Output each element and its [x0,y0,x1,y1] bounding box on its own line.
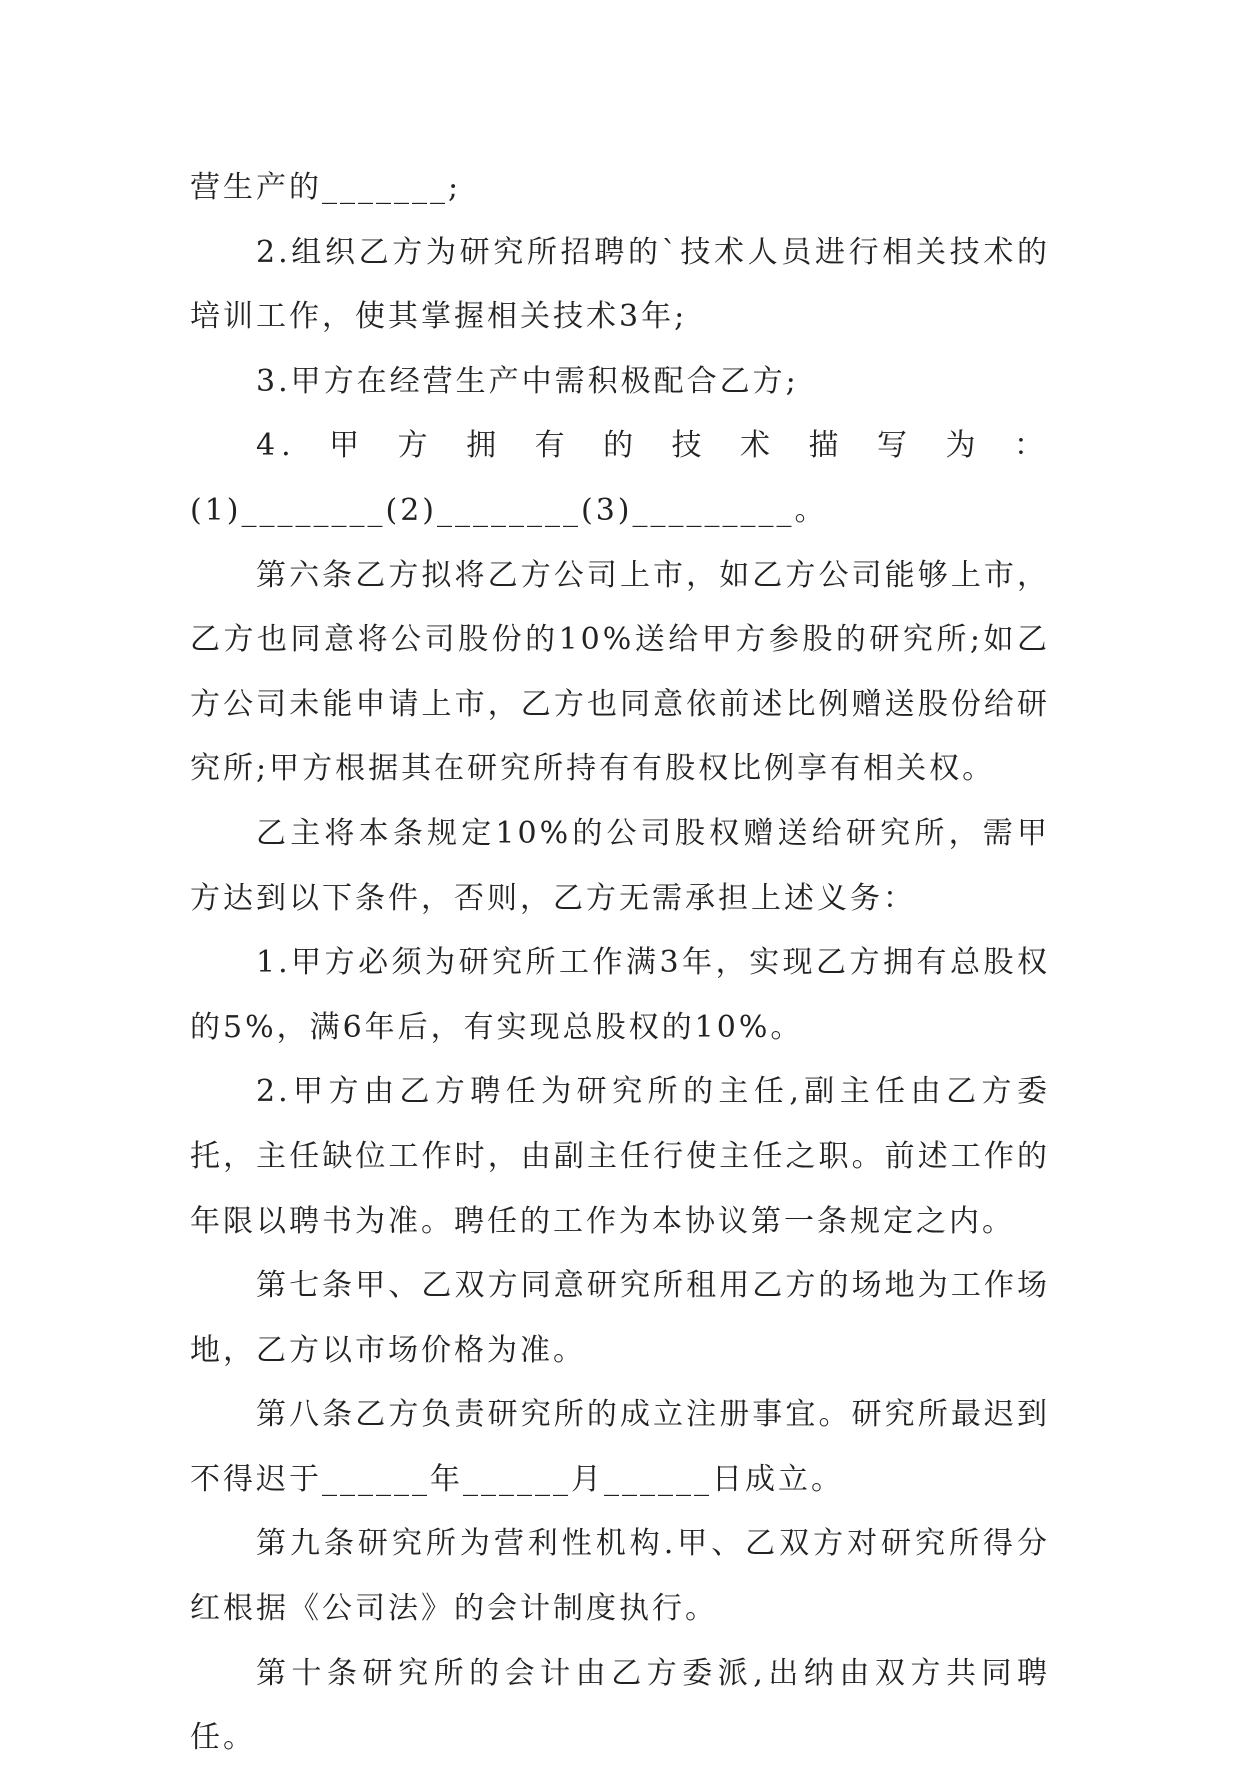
paragraph-article-9: 第九条研究所为营利性机构.甲、乙双方对研究所得分红根据《公司法》的会计制度执行。 [190,1526,1050,1627]
paragraph-article-10: 第十条研究所的会计由乙方委派,出纳由双方共同聘任。 [190,1655,1050,1756]
paragraph-condition-2: 2.甲方由乙方聘任为研究所的主任,副主任由乙方委托，主任缺位工作时，由副主任行使主任之职。前述工作的年限以聘书为准。聘任的工作为本协议第一条规定之内。 [190,1074,1050,1239]
paragraph-condition-1: 1.甲方必须为研究所工作满3年，实现乙方拥有总股权的5%，满6年后，有实现总股权的10%。 [190,945,1050,1045]
paragraph-continuation: 营生产的_______; [190,170,462,205]
paragraph-item-2: 2.组织乙方为研究所招聘的`技术人员进行相关技术的培训工作，使其掌握相关技术3年; [190,234,1050,335]
paragraph-article-7: 第七条甲、乙双方同意研究所租用乙方的场地为工作场地，乙方以市场价格为准。 [190,1268,1050,1368]
paragraph-article-8: 第八条乙方负责研究所的成立注册事宜。研究所最迟到不得迟于______年______月______日成立。 [190,1397,1050,1497]
paragraph-conditions: 乙主将本条规定10%的公司股权赠送给研究所，需甲方达到以下条件，否则，乙方无需承担上述义务： [190,815,1050,916]
paragraph-item-4: 4.甲方拥有的技术描写为： [256,428,1050,464]
document-body [190,156,1050,1771]
paragraph-blanks: (1)________(2)________(3)_________。 [190,492,828,528]
paragraph-item-3: 3.甲方在经营生产中需积极配合乙方; [256,363,799,399]
paragraph-article-6: 第六条乙方拟将乙方公司上市，如乙方公司能够上市，乙方也同意将公司股份的10%送给甲方参股的研究所;如乙方公司未能申请上市，乙方也同意依前述比例赠送股份给研究所;甲方根据其在研究所持有有股权比例享有相关权。 [190,557,1050,787]
